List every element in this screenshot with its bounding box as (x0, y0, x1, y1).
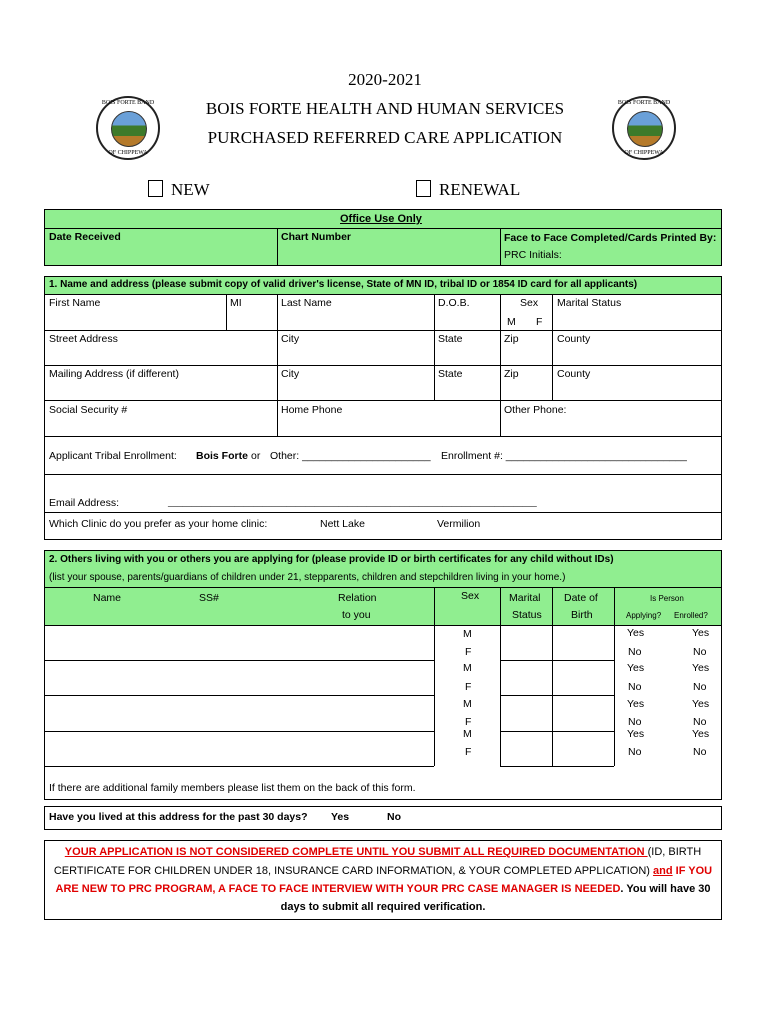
mailing-address-field[interactable]: Mailing Address (if different) (49, 368, 179, 380)
form-title: PURCHASED REFERRED CARE APPLICATION (207, 128, 563, 147)
row3-applying-no[interactable]: No (628, 716, 642, 728)
row1-enrolled-yes[interactable]: Yes (692, 627, 710, 639)
mailing-state-field[interactable]: State (438, 368, 463, 380)
city-field[interactable]: City (281, 333, 300, 345)
col-dob: Date of (564, 592, 598, 604)
notice-id-birth: (ID, BIRTH (647, 846, 702, 858)
seal-text-bottom-left: OF CHIPPEWA (108, 150, 148, 156)
row4-sex-f[interactable]: F (465, 746, 472, 758)
renewal-label: RENEWAL (439, 180, 521, 199)
seal-text-top-left: BOIS FORTE BAND (101, 100, 155, 106)
tribal-enrollment-label: Applicant Tribal Enrollment: (49, 450, 177, 462)
ssn-field[interactable]: Social Security # (49, 404, 128, 416)
col-relation: Relation (338, 592, 377, 604)
sex-m-option[interactable]: M (507, 316, 516, 328)
address-no-option[interactable]: No (387, 811, 401, 823)
row3-sex-m[interactable]: M (463, 698, 472, 710)
dob-field[interactable]: D.O.B. (438, 297, 470, 309)
renewal-checkbox[interactable] (416, 180, 431, 197)
enrollment-number-field[interactable]: Enrollment #: _______________________________ (441, 450, 687, 462)
marital-status-field[interactable]: Marital Status (557, 297, 622, 309)
section1-title: 1. Name and address (please submit copy of valid driver's license, State of MN ID, tribal ID or 1854 ID card for all applicants) (49, 279, 638, 290)
row1-sex-m[interactable]: M (463, 628, 472, 640)
address-yes-option[interactable]: Yes (331, 811, 350, 823)
row4-enrolled-no[interactable]: No (693, 746, 707, 758)
row4-applying-no[interactable]: No (628, 746, 642, 758)
col-marital: Marital (509, 592, 541, 604)
notice-required-doc: YOUR APPLICATION IS NOT CONSIDERED COMPLETE UNTIL YOU SUBMIT ALL REQUIRED DOCUMENTATION (64, 846, 648, 858)
row1-applying-no[interactable]: No (628, 646, 642, 658)
row1-enrolled-no[interactable]: No (693, 646, 707, 658)
tribal-or-text: or (251, 450, 261, 462)
col-dob-2: Birth (571, 609, 593, 621)
row4-enrolled-yes[interactable]: Yes (692, 728, 710, 740)
col-applying: Applying? (626, 611, 662, 620)
new-option[interactable] (148, 180, 210, 200)
clinic-vermilion-option[interactable]: Vermilion (437, 518, 481, 530)
clinic-label: Which Clinic do you prefer as your home clinic: (49, 518, 268, 530)
row2-sex-m[interactable]: M (463, 662, 472, 674)
notice-line-1 (44, 846, 722, 858)
col-is-person: Is Person (650, 594, 684, 603)
notice-30-days: . You will have 30 (620, 883, 711, 895)
section2-subtitle: (list your spouse, parents/guardians of children under 21, stepparents, children and stepchildren living in your home.) (49, 572, 566, 583)
chart-number-label[interactable]: Chart Number (281, 231, 352, 243)
mailing-zip-field[interactable]: Zip (504, 368, 519, 380)
notice-line-3 (44, 883, 722, 895)
row4-sex-m[interactable]: M (463, 728, 472, 740)
row2-applying-yes[interactable]: Yes (627, 662, 645, 674)
seal-text-bottom-right: OF CHIPPEWA (624, 150, 664, 156)
last-name-field[interactable]: Last Name (281, 297, 332, 309)
row3-applying-yes[interactable]: Yes (627, 698, 645, 710)
col-sex: Sex (461, 590, 480, 602)
org-name: BOIS FORTE HEALTH AND HUMAN SERVICES (205, 99, 565, 118)
sex-field[interactable]: Sex (520, 297, 539, 309)
address-question: Have you lived at this address for the past 30 days? (49, 811, 308, 823)
other-phone-field[interactable]: Other Phone: (504, 404, 567, 416)
notice-line-4: days to submit all required verification. (280, 901, 486, 913)
row3-enrolled-no[interactable]: No (693, 716, 707, 728)
seal-text-top-right: BOIS FORTE BAND (617, 100, 671, 106)
tribal-other-field[interactable]: Other: ______________________ (270, 450, 431, 462)
col-relation-2: to you (342, 609, 371, 621)
additional-members-note: If there are additional family members please list them on the back of this form. (49, 782, 416, 794)
mailing-city-field[interactable]: City (281, 368, 300, 380)
email-label: Email Address: (49, 497, 120, 509)
street-address-field[interactable]: Street Address (49, 333, 118, 345)
county-field[interactable]: County (557, 333, 591, 345)
first-name-field[interactable]: First Name (49, 297, 101, 309)
mailing-county-field[interactable]: County (557, 368, 591, 380)
col-enrolled: Enrolled? (674, 611, 708, 620)
notice-and: and (653, 865, 673, 877)
office-use-title: Office Use Only (340, 213, 422, 225)
row4-applying-yes[interactable]: Yes (627, 728, 645, 740)
zip-field[interactable]: Zip (504, 333, 519, 345)
row3-enrolled-yes[interactable]: Yes (692, 698, 710, 710)
state-field[interactable]: State (438, 333, 463, 345)
row2-sex-f[interactable]: F (465, 681, 472, 693)
col-ss: SS# (199, 592, 219, 604)
tribal-bois-forte-option[interactable]: Bois Forte (196, 450, 248, 462)
renewal-option[interactable] (416, 180, 520, 200)
new-checkbox[interactable] (148, 180, 163, 197)
col-marital-2: Status (512, 609, 542, 621)
clinic-nett-lake-option[interactable]: Nett Lake (320, 518, 365, 530)
row2-applying-no[interactable]: No (628, 681, 642, 693)
row3-sex-f[interactable]: F (465, 716, 472, 728)
new-label: NEW (171, 180, 210, 199)
row1-sex-f[interactable]: F (465, 646, 472, 658)
row1-applying-yes[interactable]: Yes (627, 627, 645, 639)
notice-line-2 (44, 865, 722, 877)
email-input-line[interactable]: ______________________________________________________________________________ (168, 497, 537, 507)
section2-title: 2. Others living with you or others you are applying for (please provide ID or birth certificates for any child without IDs) (49, 554, 614, 565)
face-to-face-label[interactable]: Face to Face Completed/Cards Printed By: (504, 232, 717, 244)
date-received-label[interactable]: Date Received (49, 231, 121, 243)
notice-cert-list: CERTIFICATE FOR CHILDREN UNDER 18, INSURANCE CARD INFORMATION, & YOUR COMPLETED APPLICATION) (53, 865, 654, 877)
notice-new-prc: ARE NEW TO PRC PROGRAM, A FACE TO FACE INTERVIEW WITH YOUR PRC CASE MANAGER IS NEEDED (55, 883, 621, 895)
form-year: 2020-2021 (348, 70, 422, 89)
row2-enrolled-no[interactable]: No (693, 681, 707, 693)
mi-field[interactable]: MI (230, 297, 242, 309)
row2-enrolled-yes[interactable]: Yes (692, 662, 710, 674)
section2-table (44, 625, 722, 800)
home-phone-field[interactable]: Home Phone (281, 404, 343, 416)
notice-if-you: IF YOU (672, 865, 713, 877)
sex-f-option[interactable]: F (536, 316, 543, 328)
prc-initials-label[interactable]: PRC Initials: (504, 249, 562, 261)
col-name: Name (93, 592, 122, 604)
